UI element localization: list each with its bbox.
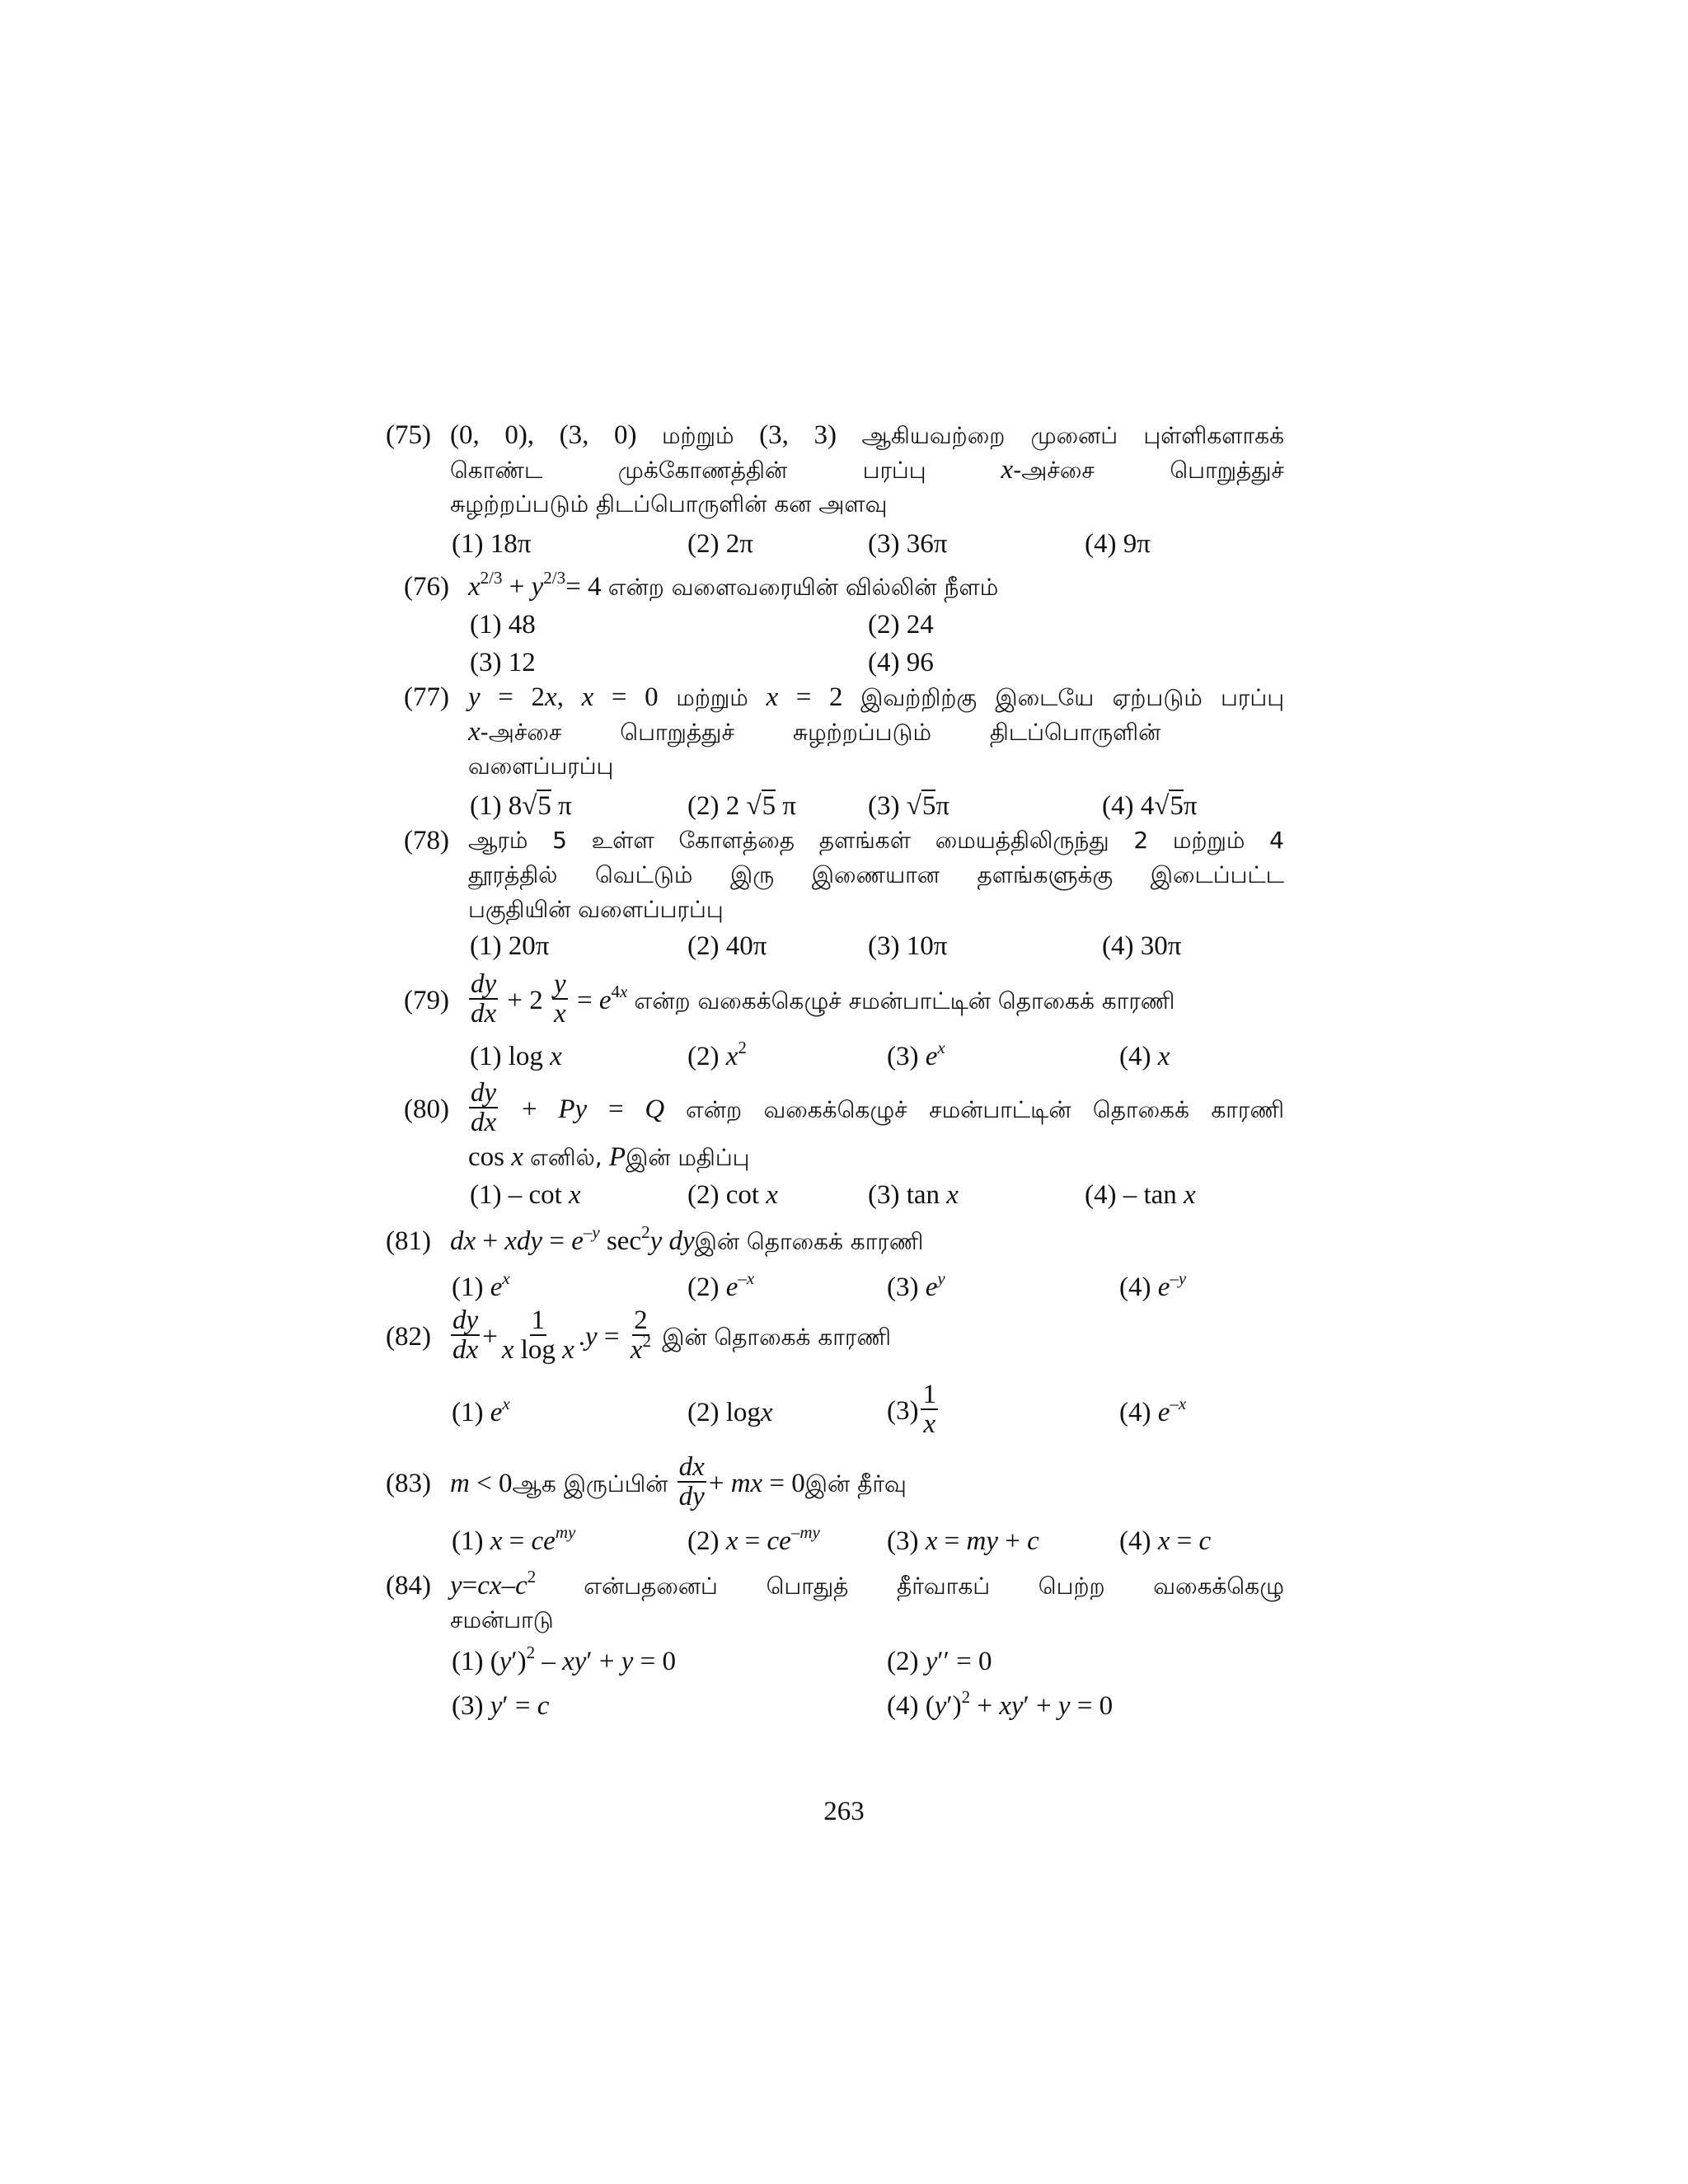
q75-option-1: (1) 18π [452, 529, 532, 559]
q84-option-3: (3) y′ = c [452, 1691, 550, 1721]
q83-option-2: (2) $x = ce^{-my}$ [687, 1522, 820, 1556]
q77-eq-a: y = 2x, [468, 682, 564, 712]
q82-option-4: (4) $e^{-x}$ [1119, 1394, 1187, 1427]
q76-option-4: (4) 96 [868, 648, 934, 677]
question-number-84: (84) [386, 1571, 431, 1601]
one-over-xlogx-fraction: $\frac{1}{\text{x log x}}$ [501, 1305, 574, 1366]
q80-text-c: இன் மதிப்பு [626, 1144, 750, 1171]
q77-text-a: மற்றும் [676, 684, 748, 711]
question-75-line-1 [450, 419, 1284, 452]
q75-axis-var: x [1001, 455, 1014, 485]
dx-dy-fraction: $\frac{dx}{dy}$ [678, 1452, 705, 1512]
q77-eq-b: x = 0 [581, 682, 659, 712]
q79-option-3: (3) $e^x$ [887, 1038, 945, 1071]
question-77-line-1 [468, 681, 1284, 715]
question-78-line-3: பகுதியின் வளைப்பரப்பு [468, 896, 724, 923]
q80-option-4: (4) – tan x [1085, 1180, 1196, 1210]
q78-option-3: (3) 10π [868, 931, 948, 961]
question-82-text: $\frac{dy}{dx}$ + $\frac{1}{\text{x log x}}$ .y = $\frac{2}{x^2}$ இன் தொகைக் காரணி [452, 1305, 892, 1366]
q75-text-c: கொண்ட முக்கோணத்தின் பரப்பு [450, 457, 926, 484]
question-77-line-3: வளைப்பரப்பு [468, 752, 614, 780]
q81-option-2: (2) $e^{-x}$ [687, 1268, 755, 1302]
question-77-line-2: x-அச்சை பொறுத்துச் சுழற்றப்படும் திடப்பொருளின் [468, 717, 1161, 747]
dy-dx-fraction-82: $\frac{dy}{dx}$ [452, 1305, 479, 1366]
question-76-text [468, 570, 998, 604]
q80-text-b: எனில், [530, 1144, 603, 1171]
q77-option-1: (1) 8√5 π [470, 791, 572, 821]
question-83-text: m < 0ஆக இருப்பின் $\frac{dx}{dy}$ + mx = 0இன் தீர்வு [450, 1452, 907, 1512]
question-number-77: (77) [404, 682, 449, 712]
q76-option-1: (1) 48 [470, 610, 536, 640]
question-number-78: (78) [404, 826, 449, 855]
question-number-82: (82) [386, 1322, 431, 1352]
q76-option-2: (2) 24 [868, 610, 934, 640]
q80-text: என்ற வகைக்கெழுச் சமன்பாட்டின் தொகைக் காரணி [685, 1096, 1284, 1123]
question-81-text: dx + xdy = $e^{-y}$ $\sec^2y$ dyஇன் தொகைக் காரணி [450, 1222, 924, 1256]
y-over-x-fraction: $\frac{y}{x}$ [554, 969, 566, 1029]
question-78-line-1: ஆரம் 5 உள்ள கோளத்தை தளங்கள் மையத்திலிருந்து 2 மற்றும் 4 [468, 827, 1284, 854]
q79-option-4: (4) x [1119, 1042, 1170, 1071]
q75-option-2: (2) 2π [687, 529, 753, 559]
q82-text: இன் தொகைக் காரணி [662, 1324, 892, 1351]
q84-option-1: (1) $(y')^2 - xy' + y = 0$ [452, 1643, 677, 1676]
q75-option-3: (3) 36π [868, 529, 948, 559]
question-75-line-2 [450, 453, 1284, 487]
question-78-line-2: தூரத்தில் வெட்டும் இரு இணையான தளங்களுக்கு இடைப்பட்ட [468, 861, 1284, 888]
question-number-75: (75) [386, 420, 431, 450]
question-number-80: (80) [404, 1094, 449, 1124]
question-number-79: (79) [404, 986, 449, 1015]
q75-vertices-a: (0, 0), (3, 0) [450, 420, 637, 450]
question-84-line-1: $y=cx-c^2$ என்பதனைப் பொதுத் தீர்வாகப் பெற்ற வகைக்கெழு [450, 1567, 1284, 1601]
q83-option-3: (3) x = my + c [887, 1526, 1039, 1556]
q75-text-a: மற்றும் [662, 422, 734, 449]
q83-option-4: (4) x = c [1119, 1526, 1212, 1556]
q82-option-1: (1) $e^x$ [452, 1394, 510, 1427]
q77-text-b: இவற்றிற்கு இடையே ஏற்படும் பரப்பு [860, 684, 1285, 711]
q76-option-3: (3) 12 [470, 648, 536, 677]
q77-option-2: (2) 2 √5 π [687, 791, 797, 821]
q78-option-4: (4) 30π [1102, 931, 1182, 961]
q84-text-a: என்பதனைப் பொதுத் தீர்வாகப் பெற்ற வகைக்கெழு [584, 1572, 1284, 1600]
question-79-text: $\frac{dy}{dx}$ + 2 $\frac{y}{x}$ = $e^{4x}$ என்ற வகைக்கெழுச் சமன்பாட்டின் தொகைக் காரணி [471, 969, 1175, 1029]
q81-option-4: (4) $e^{-y}$ [1119, 1268, 1187, 1302]
q79-option-2: (2) $x^2$ [687, 1038, 747, 1071]
q77-eq-c: x = 2 [766, 682, 843, 712]
q75-option-4: (4) 9π [1085, 529, 1151, 559]
q80-option-3: (3) tan x [868, 1180, 959, 1210]
q80-option-1: (1) – cot x [470, 1180, 581, 1210]
q81-option-1: (1) $e^x$ [452, 1268, 510, 1302]
q80-option-2: (2) cot x [687, 1180, 778, 1210]
q78-option-2: (2) 40π [687, 931, 767, 961]
question-number-76: (76) [404, 572, 449, 602]
q75-text-b: ஆகியவற்றை முனைப் புள்ளிகளாகக் [861, 422, 1284, 449]
q83-text-b: இன் தீர்வு [804, 1470, 907, 1497]
question-84-line-2: சமன்பாடு [450, 1606, 554, 1633]
q77-text-c: -அச்சை பொறுத்துச் சுழற்றப்படும் திடப்பொருளின் [480, 719, 1161, 746]
dy-dx-fraction: $\frac{dy}{dx}$ [471, 969, 497, 1029]
q77-option-4: (4) 4√5π [1102, 791, 1198, 821]
q81-option-3: (3) $e^y$ [887, 1268, 945, 1302]
question-80-line-1: $\frac{dy}{dx}$ + Py = Q என்ற வகைக்கெழுச் சமன்பாட்டின் தொகைக் காரணி [471, 1078, 1284, 1138]
q75-text-d: -அச்சை பொறுத்துச் [1013, 457, 1284, 484]
q79-option-1: (1) log x [470, 1042, 562, 1071]
question-75-line-3: சுழற்றப்படும் திடப்பொருளின் கன அளவு [450, 490, 888, 518]
q82-option-2: (2) logx [687, 1398, 773, 1427]
question-number-81: (81) [386, 1226, 431, 1256]
q81-text: இன் தொகைக் காரணி [694, 1228, 924, 1255]
q82-option-3: (3) $\frac{1}{x}$ [887, 1380, 936, 1440]
dy-dx-fraction-80: $\frac{dy}{dx}$ [471, 1078, 497, 1138]
two-over-x-squared-fraction: $\frac{2}{x^2}$ [630, 1305, 651, 1366]
q77-option-3: (3) √5π [868, 791, 950, 821]
q83-option-1: (1) $x = ce^{my}$ [452, 1522, 576, 1556]
q84-option-2: (2) y′′ = 0 [887, 1647, 992, 1676]
question-80-line-2: cos x எனில், Pஇன் மதிப்பு [468, 1142, 750, 1172]
page-number: 263 [823, 1797, 865, 1826]
q78-option-1: (1) 20π [470, 931, 550, 961]
question-number-83: (83) [386, 1469, 431, 1498]
q83-text-a: ஆக இருப்பின் [512, 1470, 668, 1497]
q75-vertices-b: (3, 3) [759, 420, 837, 450]
q76-text: என்ற வளைவரையின் வில்லின் நீளம் [607, 574, 999, 601]
q76-equation: $x^{2/3} + y^{2/3}= 4$ [468, 568, 602, 602]
q84-option-4: (4) $(y')^2 + xy' + y = 0$ [887, 1687, 1114, 1721]
q79-text: என்ற வகைக்கெழுச் சமன்பாட்டின் தொகைக் காரணி [634, 987, 1175, 1015]
